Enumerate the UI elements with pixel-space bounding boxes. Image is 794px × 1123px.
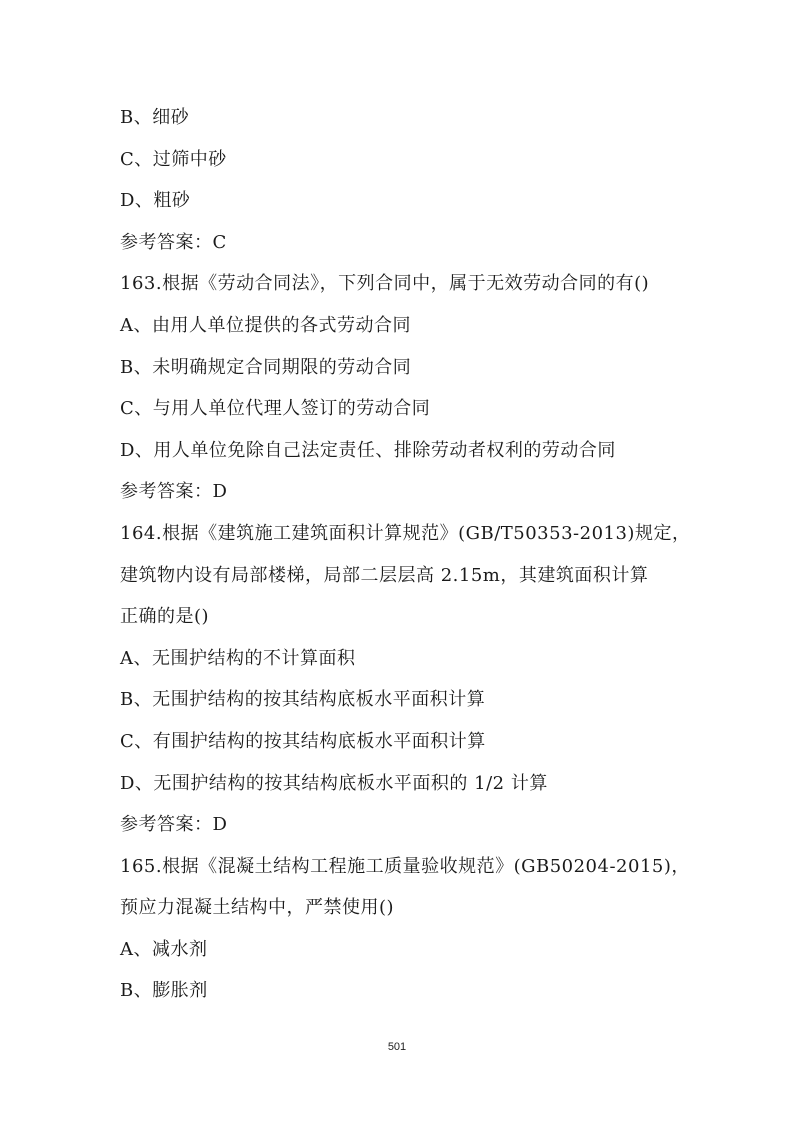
option-b-line: B、无围护结构的按其结构底板水平面积计算	[120, 689, 486, 711]
option-c-line: C、有围护结构的按其结构底板水平面积计算	[120, 730, 486, 752]
document-body	[120, 97, 691, 1012]
question-164-continued: 正确的是()	[120, 606, 210, 628]
option-d-line: D、粗砂	[120, 190, 191, 212]
option-a-line: A、由用人单位提供的各式劳动合同	[120, 314, 411, 336]
option-c-line: C、与用人单位代理人签订的劳动合同	[120, 398, 431, 420]
question-164-continued: 建筑物内设有局部楼梯，局部二层层高 2.15m，其建筑面积计算	[120, 564, 649, 586]
option-b-line: B、未明确规定合同期限的劳动合同	[120, 356, 412, 378]
answer-line: 参考答案：C	[120, 231, 227, 253]
option-a-line: A、无围护结构的不计算面积	[120, 647, 356, 669]
option-d-line: D、无围护结构的按其结构底板水平面积的 1/2 计算	[120, 772, 548, 794]
option-c-line: C、过筛中砂	[120, 148, 227, 170]
option-b-line: B、细砂	[120, 107, 190, 128]
answer-line: 参考答案：D	[120, 814, 228, 836]
page-number: 501	[387, 1041, 407, 1053]
question-164: 164.根据《建筑施工建筑面积计算规范》(GB/T50353-2013)规定，	[120, 522, 691, 544]
question-165: 165.根据《混凝土结构工程施工质量验收规范》(GB50204-2015)，	[120, 855, 690, 877]
option-b-line: B、膨胀剂	[120, 980, 208, 1002]
question-165-continued: 预应力混凝土结构中，严禁使用()	[120, 897, 395, 919]
option-d-line: D、用人单位免除自己法定责任、排除劳动者权利的劳动合同	[120, 439, 616, 461]
answer-line: 参考答案：D	[120, 481, 228, 503]
question-163: 163.根据《劳动合同法》，下列合同中，属于无效劳动合同的有()	[120, 273, 650, 295]
option-a-line: A、减水剂	[120, 938, 208, 960]
